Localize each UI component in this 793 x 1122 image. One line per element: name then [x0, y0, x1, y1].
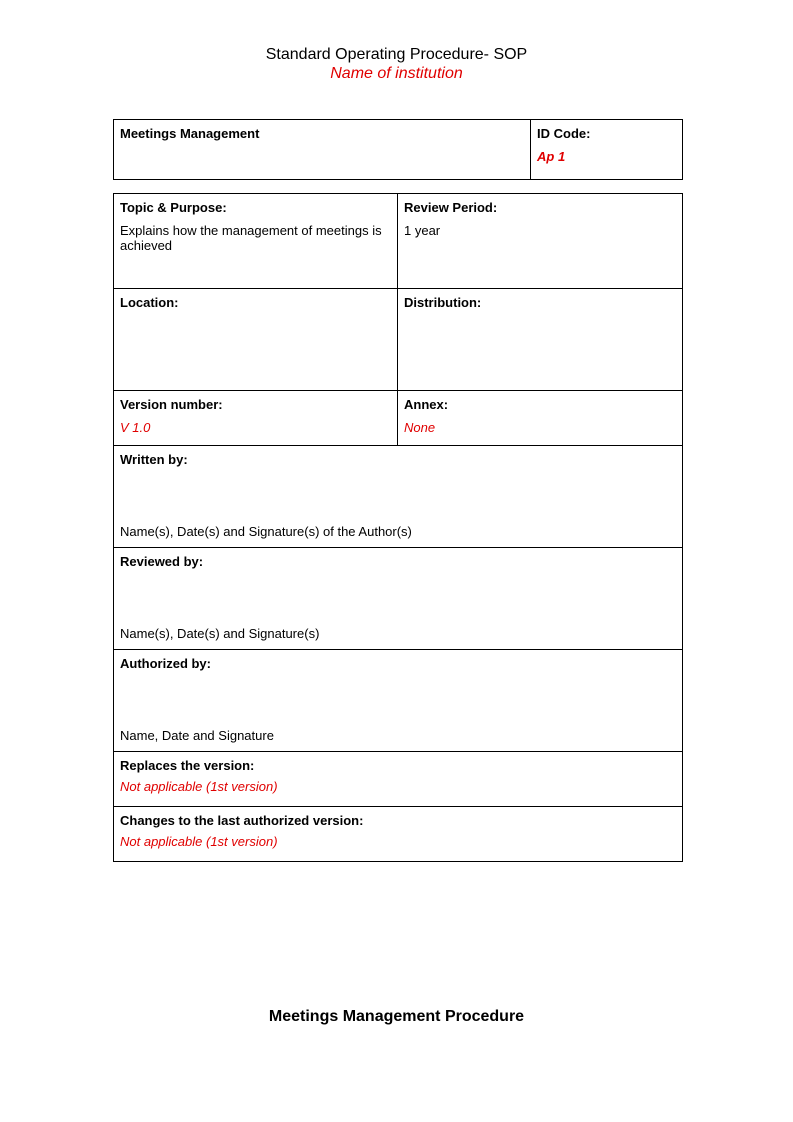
location-cell	[114, 289, 398, 391]
annex-label: Annex:	[404, 397, 449, 412]
institution-name: Name of institution	[330, 65, 463, 82]
distribution-label: Distribution:	[404, 295, 482, 310]
distribution-cell	[398, 289, 683, 391]
location-label: Location:	[120, 295, 179, 310]
authorized-by-cell	[114, 650, 683, 752]
changes-value: Not applicable (1st version)	[120, 834, 278, 849]
id-code-cell	[531, 120, 683, 180]
reviewed-by-label: Reviewed by:	[120, 554, 204, 569]
written-by-cell	[114, 446, 683, 548]
document-title: Standard Operating Procedure- SOP	[265, 46, 528, 63]
annex-value: None	[404, 420, 436, 435]
written-by-hint: Name(s), Date(s) and Signature(s) of the Author(s)	[120, 524, 412, 539]
annex-cell	[398, 391, 683, 446]
replaces-version-value: Not applicable (1st version)	[120, 779, 278, 794]
version-label: Version number:	[120, 397, 223, 412]
replaces-version-label: Replaces the version:	[120, 758, 255, 773]
topic-label: Topic & Purpose:	[120, 200, 227, 215]
reviewed-by-cell	[114, 548, 683, 650]
review-period-label: Review Period:	[404, 200, 498, 215]
topic-cell	[114, 194, 398, 289]
procedure-title-cell	[114, 120, 531, 180]
written-by-label: Written by:	[120, 452, 188, 467]
version-cell	[114, 391, 398, 446]
version-value: V 1.0	[120, 420, 151, 435]
review-period-cell	[398, 194, 683, 289]
topic-value: Explains how the management of meetings is achieved	[120, 223, 382, 253]
authorized-by-hint: Name, Date and Signature	[120, 728, 274, 743]
id-code-value: Ap 1	[537, 149, 566, 164]
replaces-version-cell	[114, 752, 683, 807]
procedure-heading: Meetings Management Procedure	[268, 1008, 525, 1025]
changes-label: Changes to the last authorized version:	[120, 813, 364, 828]
procedure-title: Meetings Management	[120, 126, 260, 141]
review-period-value: 1 year	[404, 223, 441, 238]
reviewed-by-hint: Name(s), Date(s) and Signature(s)	[120, 626, 320, 641]
id-code-label: ID Code:	[537, 126, 591, 141]
header-table	[113, 119, 683, 180]
authorized-by-label: Authorized by:	[120, 656, 211, 671]
details-table	[113, 193, 683, 862]
changes-cell	[114, 807, 683, 862]
